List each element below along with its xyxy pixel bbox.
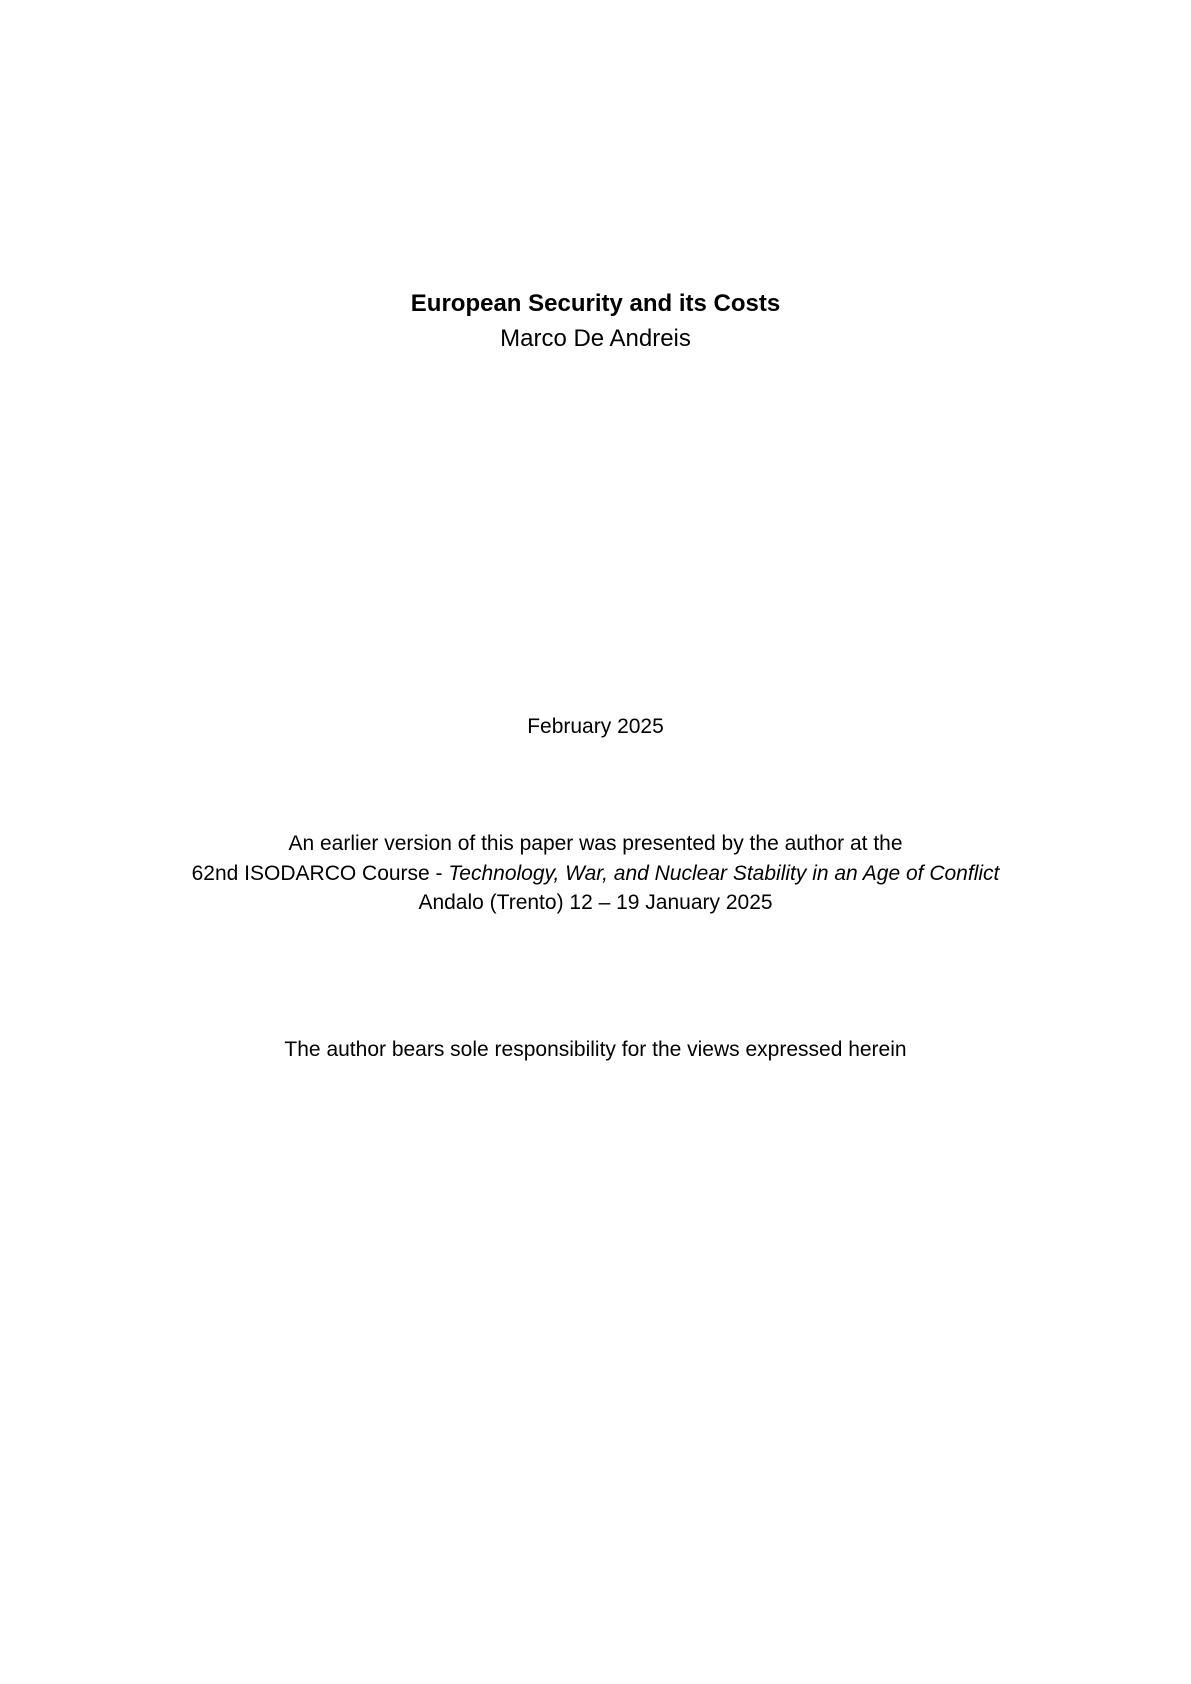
presentation-note-line-2 <box>0 862 1191 886</box>
document-author: Marco De Andreis <box>500 325 691 352</box>
document-title: European Security and its Costs <box>410 290 781 317</box>
disclaimer: The author bears sole responsibility for the views expressed herein <box>284 1038 907 1061</box>
course-name: 62nd ISODARCO Course - <box>191 862 449 885</box>
presentation-note-line-1: An earlier version of this paper was presented by the author at the <box>288 832 903 855</box>
course-title: Technology, War, and Nuclear Stability in an Age of Conflict <box>448 862 1000 885</box>
presentation-note-line-3: Andalo (Trento) 12 – 19 January 2025 <box>418 891 773 914</box>
document-date: February 2025 <box>527 715 664 738</box>
